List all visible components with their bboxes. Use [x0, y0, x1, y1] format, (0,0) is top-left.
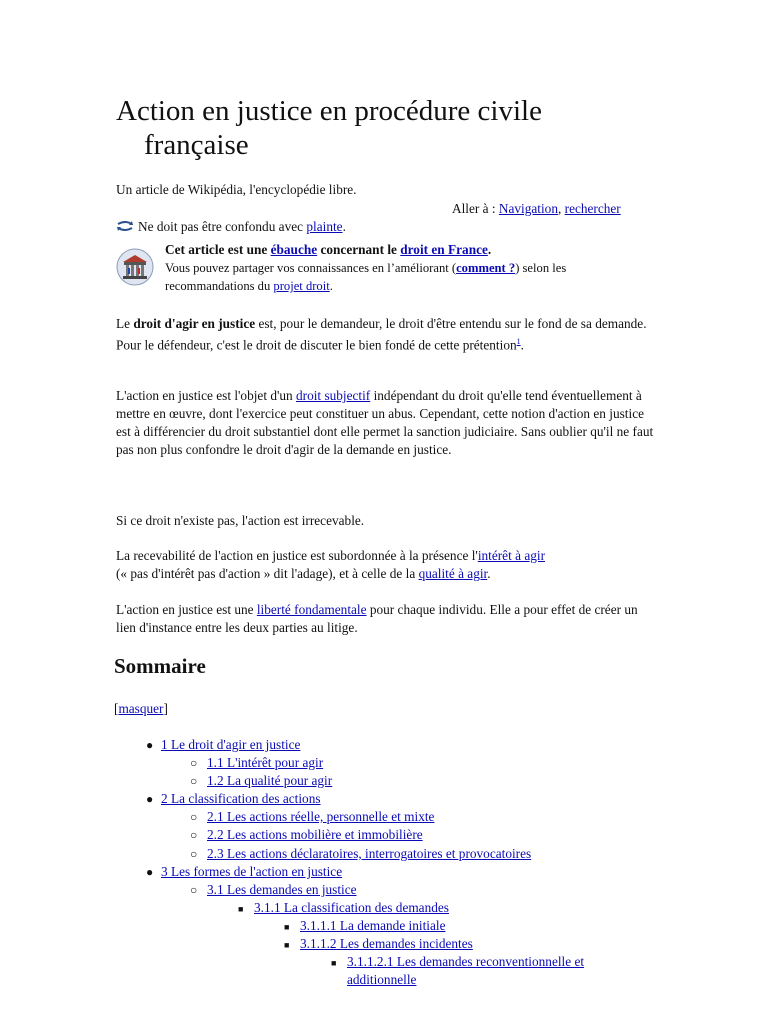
paragraph-1	[116, 315, 656, 354]
toc-link[interactable]: 3 Les formes de l'action en justice	[161, 864, 343, 879]
p4-text-b: (« pas d'intérêt pas d'action » dit l'adage), et à celle de la	[116, 566, 419, 581]
p4-text-c: .	[487, 566, 491, 581]
bullet-circle-icon: ○	[190, 756, 198, 770]
search-link[interactable]: rechercher	[564, 201, 621, 216]
bullet-square-icon: ■	[331, 958, 337, 968]
p1-bold: droit d'agir en justice	[133, 316, 256, 331]
paragraph-5	[116, 601, 656, 637]
toc-hide-link[interactable]: masquer	[118, 701, 164, 716]
bullet-circle-icon: ○	[190, 883, 198, 897]
projet-droit-link[interactable]: projet droit	[273, 279, 330, 293]
comment-link[interactable]: comment ?	[456, 261, 516, 275]
bullet-disc-icon: ●	[146, 865, 154, 879]
toc-item	[146, 736, 301, 754]
toc-item	[190, 845, 532, 863]
title-line-2: française	[144, 129, 249, 161]
toc-link[interactable]: 3.1.1.1 La demande initiale	[300, 918, 446, 933]
p1-text-b: est, pour le demandeur, le droit d'être entendu sur le fond de sa demande. Pour le défendeur, c'est le droit de discuter le bien fondé de cette prétention	[116, 316, 647, 353]
p1-text-a: Le	[116, 316, 134, 331]
toc-link[interactable]: 3.1.1 La classification des demandes	[254, 900, 449, 915]
stub-line-1	[165, 241, 635, 259]
stub-line-2	[165, 259, 635, 277]
toc-link[interactable]: 2.3 Les actions déclaratoires, interrogatoires et provocatoires	[207, 846, 532, 861]
toc-bracket-open: [	[114, 701, 119, 716]
stub-notice	[165, 241, 635, 295]
paragraph-2	[116, 387, 656, 459]
liberte-fondamentale-link[interactable]: liberté fondamentale	[256, 602, 367, 617]
toc-item	[284, 935, 473, 953]
toc-item	[146, 863, 343, 881]
toc-item	[190, 826, 423, 844]
toc-heading: Sommaire	[114, 654, 206, 678]
bullet-circle-icon: ○	[190, 847, 198, 861]
p5-text-a: L'action en justice est une	[116, 602, 257, 617]
toc-link[interactable]: 1 Le droit d'agir en justice	[161, 737, 301, 752]
bullet-square-icon: ■	[284, 940, 290, 950]
toc-item	[238, 899, 449, 917]
courthouse-icon	[116, 248, 154, 286]
toc-toggle	[114, 701, 168, 717]
jump-separator: ,	[557, 201, 565, 216]
disambiguation-text: Ne doit pas être confondu avec	[138, 219, 307, 234]
stub-text-e: ) selon les	[515, 261, 567, 275]
jump-prefix: Aller à :	[452, 201, 499, 216]
disambiguation-arrows-icon	[116, 220, 134, 232]
toc-item	[190, 808, 435, 826]
toc-bracket-close: ]	[163, 701, 168, 716]
title-line-1: Action en justice en procédure civile	[116, 95, 542, 127]
bullet-circle-icon: ○	[190, 774, 198, 788]
ebauche-link[interactable]: ébauche	[270, 242, 318, 257]
plainte-link[interactable]: plainte	[306, 219, 343, 234]
bullet-disc-icon: ●	[146, 792, 154, 806]
bullet-square-icon: ■	[238, 904, 244, 914]
toc-link[interactable]: 1.2 La qualité pour agir	[207, 773, 333, 788]
bullet-square-icon: ■	[284, 922, 290, 932]
toc-link[interactable]: 2.2 Les actions mobilière et immobilière	[207, 827, 423, 842]
stub-text-b: concernant le	[317, 242, 401, 257]
toc-link[interactable]: additionnelle	[347, 972, 417, 987]
page-title	[116, 94, 676, 162]
droit-subjectif-link[interactable]: droit subjectif	[296, 388, 371, 403]
toc-item	[190, 754, 324, 772]
p1-text-c: .	[520, 337, 524, 353]
toc-link[interactable]: 1.1 L'intérêt pour agir	[207, 755, 324, 770]
stub-line-3	[165, 277, 635, 295]
toc-link[interactable]: 2.1 Les actions réelle, personnelle et mixte	[207, 809, 435, 824]
jump-links	[452, 201, 621, 217]
bullet-circle-icon: ○	[190, 828, 198, 842]
toc-item	[190, 772, 333, 790]
paragraph-4	[116, 547, 656, 583]
p2-text-b: indépendant du droit qu'elle tend éventuellement à mettre en œuvre, dont l'exercice peut constituer un abus. Cependant, cette notion d'action en justice est à différencier du droit substantiel dont elle permet la sanction judiciaire. Sans oublier qu'il ne faut pas non plus confondre le droit d'agir de la demande en justice.	[116, 388, 654, 457]
stub-text-c: .	[487, 242, 492, 257]
disambiguation-note	[116, 219, 346, 235]
toc-item	[146, 790, 321, 808]
toc-item	[331, 953, 585, 971]
toc-link[interactable]: 3.1.1.2.1 Les demandes reconventionnelle et	[347, 954, 585, 969]
bullet-circle-icon: ○	[190, 810, 198, 824]
toc-link[interactable]: 3.1.1.2 Les demandes incidentes	[300, 936, 473, 951]
toc-item	[190, 881, 357, 899]
stub-text-a: Cet article est une	[165, 242, 271, 257]
droit-en-france-link[interactable]: droit en France	[400, 242, 488, 257]
toc-item	[284, 917, 446, 935]
p4-text-a: La recevabilité de l'action en justice est subordonnée à la présence l'	[116, 548, 478, 563]
footnote-1-link[interactable]: 1	[516, 337, 521, 346]
stub-text-g: .	[329, 279, 333, 293]
qualite-a-agir-link[interactable]: qualité à agir	[418, 566, 488, 581]
navigation-link[interactable]: Navigation	[498, 201, 558, 216]
stub-text-d: Vous pouvez partager vos connaissances en l’améliorant (	[165, 261, 457, 275]
interet-a-agir-link[interactable]: intérêt à agir	[477, 548, 545, 563]
p5-text-b: pour chaque individu. Elle a pour effet de créer un lien d'instance entre les deux parties au litige.	[116, 602, 638, 635]
p2-text-a: L'action en justice est l'objet d'un	[116, 388, 297, 403]
toc-link[interactable]: 2 La classification des actions	[161, 791, 321, 806]
toc-link[interactable]: 3.1 Les demandes en justice	[207, 882, 357, 897]
stub-text-f: recommandations du	[165, 279, 274, 293]
tagline: Un article de Wikipédia, l'encyclopédie libre.	[116, 182, 357, 197]
bullet-disc-icon: ●	[146, 738, 154, 752]
toc-item-continuation	[347, 971, 416, 989]
disambiguation-end: .	[342, 219, 346, 234]
paragraph-3: Si ce droit n'existe pas, l'action est irrecevable.	[116, 513, 365, 528]
